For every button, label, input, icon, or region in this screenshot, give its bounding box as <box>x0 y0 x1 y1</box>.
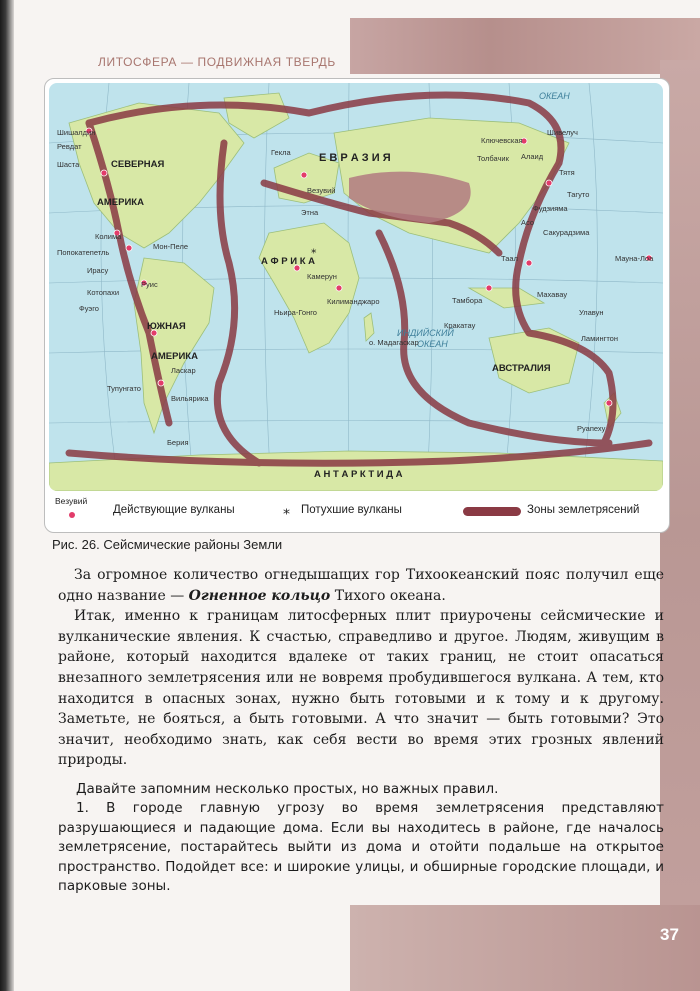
map-legend <box>55 495 659 527</box>
legend-earthquake-zones: Зоны землетрясений <box>527 504 640 516</box>
label-volcano: Везувий <box>307 186 336 195</box>
label-volcano: Тупунгато <box>107 384 141 393</box>
decorative-map-strip-bottom <box>350 905 700 991</box>
label-volcano: Фудзияма <box>533 204 568 213</box>
paragraph-1-start: За огромное количество огнедышащих гор Тихоокеанский пояс получил еще одно название — <box>58 567 664 604</box>
world-map <box>49 83 663 491</box>
legend-volcano-example: Везувий <box>55 496 88 506</box>
label-volcano: Ключевская <box>481 136 523 145</box>
label-volcano: Ревдат <box>57 142 82 151</box>
label-volcano: Шаста <box>57 160 80 169</box>
label-volcano: Камерун <box>307 272 337 281</box>
label-volcano: Руис <box>141 280 158 289</box>
paragraph-3: Давайте запомним несколько простых, но важных правил. <box>76 781 499 797</box>
label-volcano: Тагуто <box>567 190 590 199</box>
label-volcano: Шишалдин <box>57 128 96 137</box>
book-spine <box>0 0 14 991</box>
ring-of-fire-term: Огненное кольцо <box>188 587 331 604</box>
label-antarctica: А Н Т А Р К Т И Д А <box>314 469 403 480</box>
label-volcano: Сакурадзима <box>543 228 590 237</box>
label-volcano: Мон-Пеле <box>153 242 189 251</box>
label-south-america-2: АМЕРИКА <box>151 351 198 362</box>
label-volcano: Килиманджаро <box>327 297 380 306</box>
extinct-volcano-legend-icon: ⁎ <box>283 501 290 517</box>
label-volcano: Тамбора <box>452 296 483 305</box>
label-volcano: Гекла <box>271 148 291 157</box>
label-volcano: Улавун <box>579 308 604 317</box>
label-volcano: Этна <box>301 208 319 217</box>
label-volcano: Берия <box>167 438 189 447</box>
label-volcano: Махавау <box>537 290 568 299</box>
volcano-marker <box>526 260 532 266</box>
legend-extinct-volcanoes: Потухшие вулканы <box>301 504 402 516</box>
label-north-america-1: СЕВЕРНАЯ <box>111 159 165 170</box>
label-volcano: Котопахи <box>87 288 120 297</box>
paragraph-1-end: Тихого океана. <box>330 587 446 604</box>
label-africa: А Ф Р И К А <box>261 256 315 267</box>
label-volcano: Руапеху <box>577 424 606 433</box>
label-volcano: Мауна-Лоа <box>615 254 654 263</box>
volcano-marker <box>158 380 164 386</box>
seismic-map-figure <box>44 78 670 533</box>
label-volcano: Вильярика <box>171 394 209 403</box>
label-volcano: Тятя <box>559 168 575 177</box>
volcano-legend-icon <box>69 512 75 518</box>
label-volcano: Алаид <box>521 152 544 161</box>
label-volcano: Ньира-Гонго <box>274 308 317 317</box>
label-volcano: Асо <box>521 218 535 227</box>
legend-active-volcanoes: Действующие вулканы <box>113 504 235 516</box>
volcano-marker <box>486 285 492 291</box>
label-volcano: Кракатау <box>444 321 476 330</box>
label-arctic-ocean: ОКЕАН <box>539 91 570 101</box>
volcano-marker <box>101 170 107 176</box>
label-north-america-2: АМЕРИКА <box>97 197 144 208</box>
volcano-marker <box>546 180 552 186</box>
earthquake-zone-legend-icon <box>463 507 521 516</box>
label-volcano: Ирасу <box>87 266 109 275</box>
label-volcano: Ламингтон <box>581 334 618 343</box>
rules-text <box>58 780 664 896</box>
figure-caption: Рис. 26. Сейсмические районы Земли <box>52 537 283 552</box>
extinct-volcano-marker: ⁎ <box>311 244 317 256</box>
label-indian-ocean-1: ИНДИЙСКИЙ <box>397 328 454 338</box>
volcano-marker <box>301 172 307 178</box>
label-south-america-1: ЮЖНАЯ <box>147 321 186 332</box>
paragraph-1 <box>58 565 664 606</box>
label-volcano: о. Мадагаскар <box>369 338 419 347</box>
label-indian-ocean-2: ОКЕАН <box>417 339 448 349</box>
label-volcano: Попокатепетль <box>57 248 110 257</box>
volcano-marker <box>126 245 132 251</box>
label-volcano: Толбачик <box>477 154 509 163</box>
label-volcano: Шивелуч <box>547 128 578 137</box>
paragraph-4: 1. В городе главную угрозу во время землетрясения представляют разрушающиеся и падающие дома. Если вы находитесь в районе, где началось землетрясение, постарайтесь выйти из дома и отойти подальше на открытое пространство. Подойдет все: и широкие улицы, и обширные городские площади, и парковые зоны. <box>58 800 664 895</box>
label-australia: АВСТРАЛИЯ <box>492 363 551 374</box>
label-volcano: Ласкар <box>171 366 196 375</box>
body-text <box>58 565 664 771</box>
volcano-marker <box>336 285 342 291</box>
label-volcano: Таал <box>501 254 518 263</box>
chapter-header: ЛИТОСФЕРА — ПОДВИЖНАЯ ТВЕРДЬ <box>98 55 336 69</box>
paragraph-2: Итак, именно к границам литосферных плит приурочены сейсмические и вулканические явления. К счастью, справедливо и другое. Людям, живущим в районе, который находится вдалеке от таких границ, не стоит опасаться внезапного землетрясения или не вовремя пробудившегося вулкана. А тем, кто находится в опасных зонах, нужно быть готовыми и к тому и к другому. Заметьте, не бояться, а быть готовыми. А что значит — быть готовыми? Это значит, необходимо знать, как себя вести во время этих грозных явлений природы. <box>58 608 664 769</box>
label-volcano: Колима <box>95 232 122 241</box>
page-number: 37 <box>660 925 679 944</box>
volcano-marker <box>606 400 612 406</box>
decorative-map-strip-top <box>350 18 700 74</box>
label-volcano: Фуэго <box>79 304 99 313</box>
label-eurasia: Е В Р А З И Я <box>319 152 391 164</box>
